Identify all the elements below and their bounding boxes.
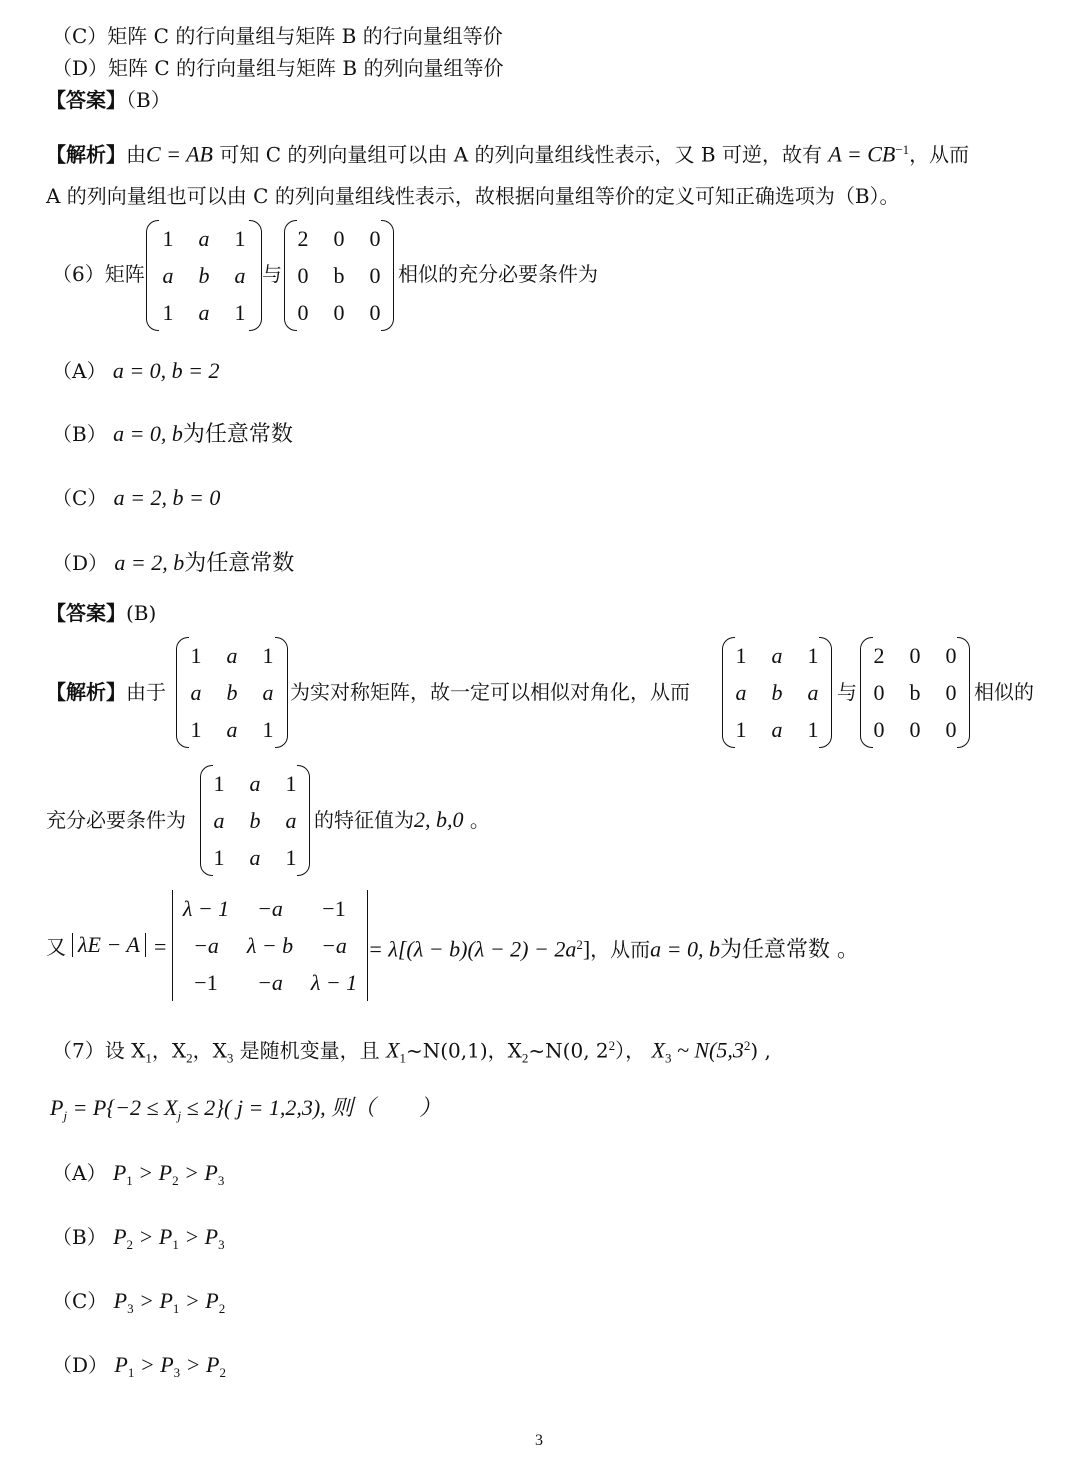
matrix-cell: 1: [234, 299, 246, 325]
matrix-cell: 1: [162, 299, 174, 325]
answer-value: (B): [126, 601, 157, 625]
q6-option-b: （B） a = 0, b为任意常数: [52, 421, 293, 447]
matrix-cell: 0: [333, 299, 345, 325]
solution-6-line-1: 【解析】由于: [46, 680, 166, 704]
matrix-cell: 1: [190, 642, 202, 668]
matrix-a-b: [722, 637, 832, 748]
page-number: 3: [535, 1432, 543, 1449]
matrix-cell: −a: [193, 932, 219, 958]
matrix-cell: 1: [262, 642, 274, 668]
matrix-cell: −a: [257, 895, 283, 921]
option-c-prev: （C）矩阵 C 的行向量组与矩阵 B 的行向量组等价: [52, 24, 503, 48]
q7-option-c: （C） $P_3 > P_1 > P_2$: [52, 1288, 226, 1316]
matrix-cell: a: [226, 716, 238, 742]
q7-option-d: （D） $P_1 > P_3 > P_2$: [52, 1352, 226, 1380]
matrix-cell: λ − b: [246, 932, 294, 958]
matrix-cell: 1: [807, 642, 819, 668]
question-6-stem: （6）矩阵: [52, 262, 145, 286]
question-7-line-2: $P_j = P\{-2 \le X_j \le 2\}$( j = 1,2,3), 则（ ）: [50, 1095, 442, 1123]
matrix-cell: λ − 1: [310, 969, 358, 995]
matrix-cell: a: [234, 262, 246, 288]
answer-5: [46, 88, 171, 112]
determinant-result: = $\lambda[(\lambda - b)(\lambda - 2) - 2a^2]$，从而a = 0, b为任意常数 。: [368, 936, 860, 963]
matrix-cell: a: [249, 770, 261, 796]
solution-tag: 【解析】: [46, 680, 126, 704]
with-text: 与: [262, 262, 282, 286]
with-text: 与: [837, 680, 857, 704]
matrix-cell: a: [771, 642, 783, 668]
matrix-cell: a: [262, 679, 274, 705]
q6-option-d: （D） a = 2, b为任意常数: [52, 550, 295, 576]
determinant-prefix: 又: [46, 935, 66, 959]
matrix-cell: 1: [735, 716, 747, 742]
matrix-cell: b: [249, 807, 261, 833]
matrix-cell: 0: [369, 262, 381, 288]
matrix-cell: 1: [213, 844, 225, 870]
matrix-cell: 1: [285, 770, 297, 796]
matrix-cell: 1: [735, 642, 747, 668]
matrix-cell: 1: [262, 716, 274, 742]
matrix-cell: 0: [297, 299, 309, 325]
solution-6-text: 相似的: [974, 680, 1034, 704]
solution-6-text: 的特征值为2, b,0 。: [314, 807, 490, 832]
matrix-diag: [284, 220, 394, 331]
equation: A = CB: [828, 141, 896, 167]
matrix-cell: 1: [162, 225, 174, 251]
matrix-cell: λ − 1: [182, 895, 230, 921]
question-6-tail: 相似的充分必要条件为: [398, 262, 598, 286]
matrix-cell: 0: [909, 642, 921, 668]
matrix-cell: a: [198, 225, 210, 251]
matrix-cell: 0: [297, 262, 309, 288]
solution-6-line-2: 充分必要条件为: [46, 808, 186, 832]
solution-5-line-1: 【解析】由C = AB 可知 C 的列向量组可以由 A 的列向量组线性表示，又 B 可逆，故有 $A = CB^{-1}$，从而: [46, 141, 970, 167]
matrix-cell: a: [213, 807, 225, 833]
solution-tag: 【解析】: [46, 142, 126, 167]
matrix-cell: 0: [945, 716, 957, 742]
option-d-prev: （D）矩阵 C 的行向量组与矩阵 B 的列向量组等价: [52, 56, 504, 80]
equation: C = AB: [146, 141, 213, 167]
matrix-cell: −a: [257, 969, 283, 995]
matrix-cell: a: [807, 679, 819, 705]
matrix-cell: −1: [194, 969, 218, 995]
matrix-cell: −a: [321, 932, 347, 958]
matrix-cell: a: [162, 262, 174, 288]
matrix-cell: a: [249, 844, 261, 870]
matrix-cell: 1: [807, 716, 819, 742]
matrix-cell: 0: [369, 225, 381, 251]
answer-value: （B）: [126, 88, 171, 112]
matrix-cell: 1: [213, 770, 225, 796]
q7-option-a: （A） $P_1 > P_2 > P_3$: [52, 1160, 225, 1188]
matrix-cell: 0: [369, 299, 381, 325]
matrix-cell: 1: [190, 716, 202, 742]
matrix-cell: 2: [297, 225, 309, 251]
answer-6: [46, 601, 156, 625]
solution-6-text: 为实对称矩阵，故一定可以相似对角化，从而: [290, 680, 690, 704]
matrix-cell: b: [771, 679, 783, 705]
matrix-a-b: [146, 220, 262, 331]
matrix-cell: 2: [873, 642, 885, 668]
question-7-line-1: （7）设 $X_1$，$X_2$，$X_3$ 是随机变量，且 $X_1\sim N(0,1)$，$X_2\sim N(0$, $2^2$）， $X_3$ ~ $N(5,3^2)$ ,: [52, 1037, 771, 1066]
matrix-cell: −1: [322, 895, 346, 921]
matrix-cell: a: [190, 679, 202, 705]
equals: =: [154, 934, 167, 959]
matrix-cell: b: [198, 262, 210, 288]
matrix-cell: 0: [909, 716, 921, 742]
matrix-cell: 0: [945, 642, 957, 668]
matrix-a-b: [200, 765, 310, 876]
determinant-matrix: [172, 890, 368, 1001]
q6-option-c: （C） a = 2, b = 0: [52, 485, 221, 510]
matrix-cell: b: [226, 679, 238, 705]
matrix-cell: b: [333, 262, 345, 288]
matrix-cell: 0: [333, 225, 345, 251]
q7-option-b: （B） $P_2 > P_1 > P_3$: [52, 1224, 225, 1252]
q6-option-a: （A） a = 0, b = 2: [52, 358, 220, 383]
matrix-cell: a: [226, 642, 238, 668]
matrix-cell: b: [909, 679, 921, 705]
solution-5-line-2: A 的列向量组也可以由 C 的列向量组线性表示，故根据向量组等价的定义可知正确选项为（B）。: [46, 184, 900, 208]
matrix-a-b: [176, 637, 288, 748]
matrix-cell: 0: [873, 679, 885, 705]
determinant-lhs: λE − A: [72, 933, 146, 957]
matrix-cell: a: [735, 679, 747, 705]
matrix-cell: 0: [945, 679, 957, 705]
matrix-cell: a: [285, 807, 297, 833]
matrix-cell: 1: [285, 844, 297, 870]
answer-tag: 【答案】: [46, 88, 126, 112]
matrix-cell: 0: [873, 716, 885, 742]
matrix-cell: a: [198, 299, 210, 325]
matrix-diag: [860, 637, 970, 748]
matrix-cell: a: [771, 716, 783, 742]
answer-tag: 【答案】: [46, 601, 126, 625]
matrix-cell: 1: [234, 225, 246, 251]
